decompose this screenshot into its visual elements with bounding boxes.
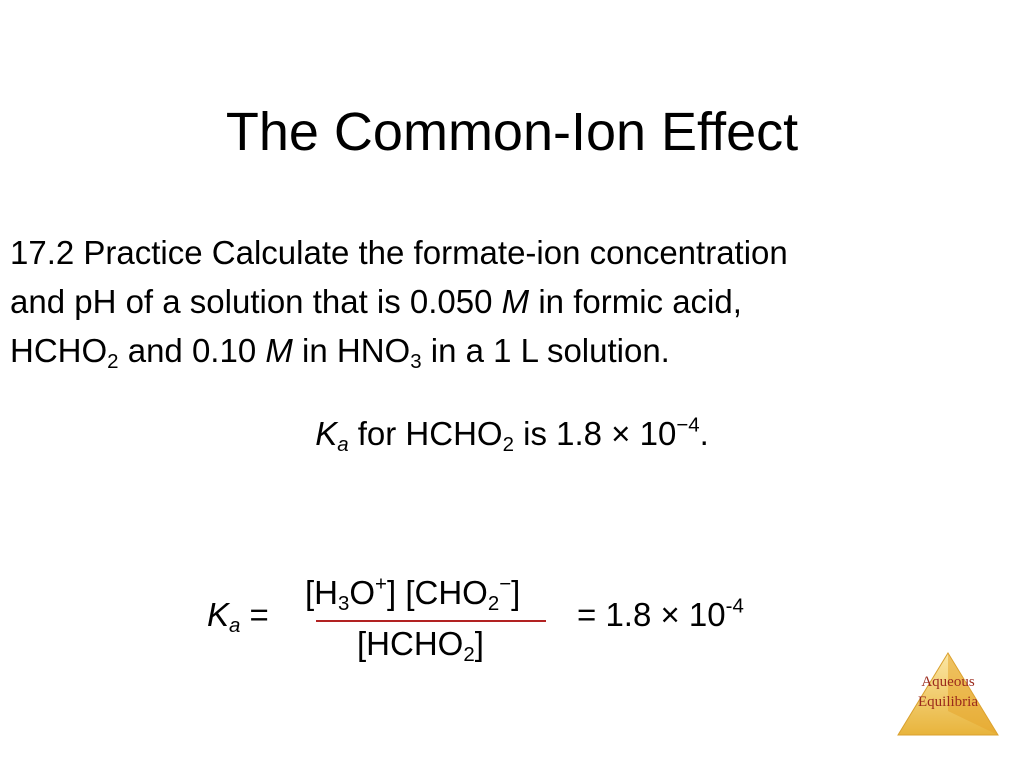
logo-line-2: Equilibria	[918, 694, 978, 710]
fraction-numerator: $[H_3O^+]$ $[CHO_2^-]$	[305, 572, 521, 616]
ka-equation	[0, 568, 1024, 678]
problem-line-1: 17.2 Practice Calculate the formate-ion concentration	[10, 234, 788, 271]
problem-line-2: and pH of a solution that is 0.050 M in formic acid,	[10, 283, 742, 320]
equation-lhs: $K_a$ =	[207, 596, 269, 638]
fraction-denominator: $[HCHO_2]$	[357, 625, 484, 667]
equation-rhs: = $1.8 \times 10^{-4}$	[577, 594, 744, 633]
ka-statement: $K_a$ for $HCHO_2$ is $1.8 \times 10^{-4}$.	[315, 413, 709, 457]
problem-line-3: $HCHO_2$ and 0.10 M in $HNO_3$ in a 1 L solution.	[10, 332, 670, 374]
aqueous-equilibria-logo	[896, 651, 1000, 737]
fraction-bar	[316, 620, 546, 622]
problem-statement	[10, 228, 1010, 375]
logo-line-1: Aqueous	[921, 674, 975, 690]
slide-title: The Common-Ion Effect	[225, 102, 799, 162]
